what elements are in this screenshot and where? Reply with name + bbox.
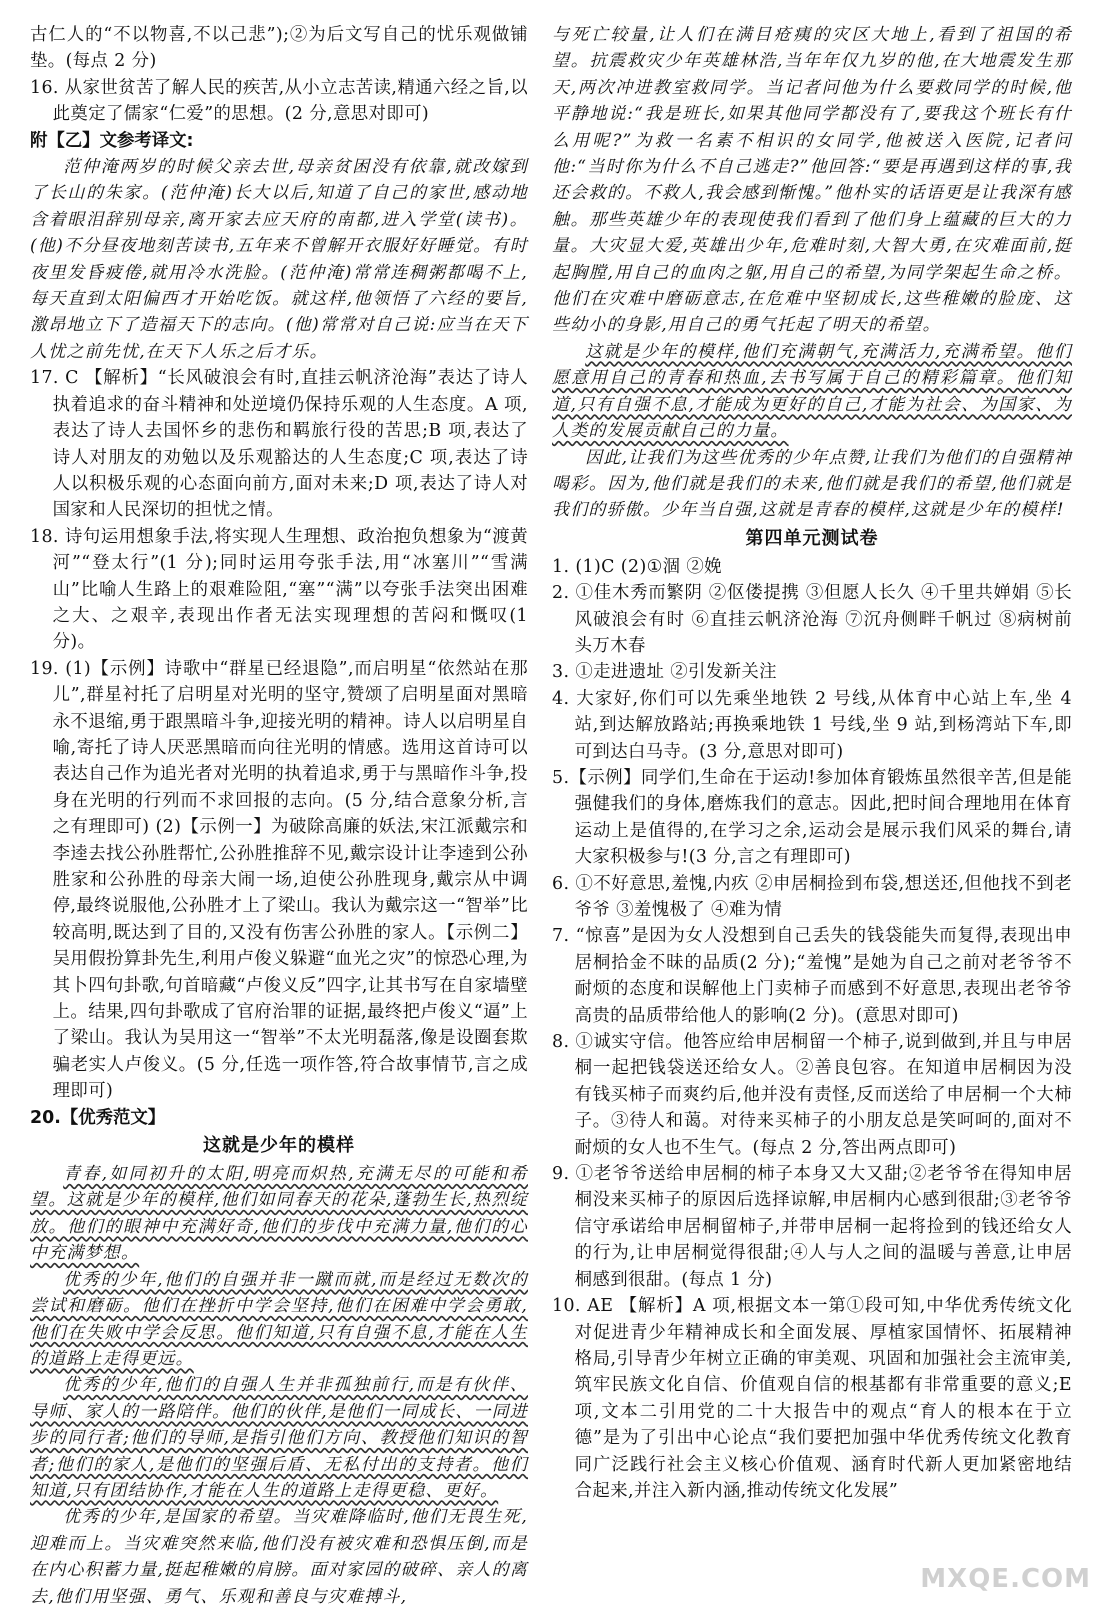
answer-3: 3. ①走进遗址 ②引发新关注 [552, 662, 777, 683]
essay-paragraph-2: 优秀的少年,他们的自强并非一蹴而就,而是经过无数次的尝试和磨砺。他们在挫折中学会坚持,他们在困难中学会勇敢,他们在失败中学会反思。他们知道,只有自强不息,才能在人生的道路上走得更远。 [30, 1269, 528, 1369]
essay-paragraph-1: 青春,如同初升的太阳,明亮而炽热,充满无尽的可能和希望。这就是少年的模样,他们如同春天的花朵,蓬勃生长,热烈绽放。他们的眼神中充满好奇,他们的步伐中充满力量,他们的心中充满梦想。 [30, 1164, 528, 1264]
essay-title: 这就是少年的模样 [203, 1135, 355, 1157]
unit-test-title: 第四单元测试卷 [745, 527, 879, 549]
answer-20-title: 20.【优秀范文】 [30, 1107, 166, 1128]
essay-paragraph-4: 优秀的少年,是国家的希望。当灾难降临时,他们无畏生死,迎难而上。当灾难突然来临,他们没有被灾难和恐惧压倒,而是在内心积蓄力量,挺起稚嫩的肩膀。面对家园的破碎、亲人的离去,他们用坚强、勇气、乐观和善良与灾难搏斗, [30, 1507, 529, 1607]
answer-17: 17. C 【解析】“长风破浪会有时,直挂云帆济沧海”表达了诗人执着追求的奋斗精神和处逆境仍保持乐观的人生态度。A 项,表达了诗人去国怀乡的悲伤和羁旅行役的苦思;B 项,表达了诗人对朋友的劝勉以及乐观豁达的人生态度;C 项,表达了诗人以积极乐观的心态面向前方,面对未来;D 项,表达了诗人对国家和人民深切的担忧之情。 [30, 368, 528, 521]
appendix-translation: 范仲淹两岁的时候父亲去世,母亲贫困没有依靠,就改嫁到了长山的朱家。(范仲淹)长大以后,知道了自己的家世,感动地含着眼泪辞别母亲,离开家去应天府的南都,进入学堂(读书)。(他)不分昼夜地刻苦读书,五年来不曾解开衣服好好睡觉。有时夜里发昏疲倦,就用冷水洗脸。(范仲淹)常常连稠粥都喝不上,每天直到太阳偏西才开始吃饭。就这样,他领悟了六经的要旨,激昂地立下了造福天下的志向。(他)常常对自己说:应当在天下人忧之前先忧,在天下人乐之后才乐。 [30, 157, 528, 362]
right-column [552, 22, 1072, 1504]
answer-2: 2. ①佳木秀而繁阴 ②伛偻提携 ③但愿人长久 ④千里共婵娟 ⑤长风破浪会有时 ⑥直挂云帆济沧海 ⑦沉舟侧畔千帆过 ⑧病树前头万木春 [552, 583, 1072, 656]
answer-4: 4. 大家好,你们可以先乘坐地铁 2 号线,从体育中心站上车,坐 4 站,到达解放路站;再换乘地铁 1 号线,坐 9 站,到杨湾站下车,即可到达白马寺。(3 分,意思对即可) [552, 688, 1072, 762]
answer-5: 5.【示例】同学们,生命在于运动!参加体育锻炼虽然很辛苦,但是能强健我们的身体,磨炼我们的意志。因此,把时间合理地用在体育运动上是值得的,在学习之余,运动会是展示我们风采的舞台,请大家积极参与!(3 分,言之有理即可) [552, 767, 1072, 868]
answer-10: 10. AE 【解析】A 项,根据文本一第①段可知,中华优秀传统文化对促进青少年精神成长和全面发展、厚植家国情怀、拓展精神格局,引导青少年树立正确的审美观、巩固和加强社会主流审美,筑牢民族文化自信、价值观自信的根基都有非常重要的意义;E 项,文本二引用党的二十大报告中的观点“育人的根本在于立德”是为了引出中心论点“我们要把加强中华优秀传统文化教育同广泛践行社会主义核心价值观、涵育时代新人更加紧密地结合起来,并注入新内涵,推动传统文化发展” [552, 1296, 1072, 1501]
answer-19: 19. (1)【示例】诗歌中“群星已经退隐”,而启明星“依然站在那儿”,群星衬托了启明星对光明的坚守,赞颂了启明星面对黑暗永不退缩,勇于跟黑暗斗争,迎接光明的精神。诗人以启明星自喻,寄托了诗人厌恶黑暗而向往光明的情感。选用这首诗可以表达自己作为追光者对光明的执着追求,勇于与黑暗作斗争,投身在光明的行列而不求回报的志向。(5 分,结合意象分析,言之有理即可) (2)【示例一】为破除高廉的妖法,宋江派戴宗和李逵去找公孙胜帮忙,公孙胜推辞不见,戴宗设计让李逵到公孙胜家和公孙胜的母亲大闹一场,迫使公孙胜现身,戴宗从中调停,最终说服他,公孙胜才上了梁山。我认为戴宗这一“智举”比较高明,既达到了目的,又没有伤害公孙胜的家人。【示例二】吴用假扮算卦先生,利用卢俊义躲避“血光之灾”的惊恐心理,为其卜四句卦歌,句首暗藏“卢俊义反”四字,让其书写在自家墙壁上。结果,四句卦歌成了官府治罪的证据,最终把卢俊义“逼”上了梁山。我认为吴用这一“智举”不太光明磊落,像是设圈套欺骗老实人卢俊义。(5 分,任选一项作答,符合故事情节,言之成理即可) [30, 658, 528, 1102]
left-column [30, 22, 528, 1610]
answer-15-continuation: 古仁人的“不以物喜,不以己悲”);②为后文写自己的忧乐观做铺垫。(每点 2 分) [30, 25, 528, 72]
answer-16: 16. 从家世贫苦了解人民的疾苦,从小立志苦读,精通六经之旨,以此奠定了儒家“仁爱”的思想。(2 分,意思对即可) [30, 77, 528, 125]
answer-9: 9. ①老爷爷送给申居桐的柿子本身又大又甜;②老爷爷在得知申居桐没来买柿子的原因后选择谅解,申居桐内心感到很甜;③老爷爷信守承诺给申居桐留柿子,并带申居桐一起将捡到的钱还给女人的行为,让申居桐觉得很甜;④人与人之间的温暖与善意,让申居桐感到很甜。(每点 1 分) [552, 1164, 1072, 1290]
answer-1: 1. (1)C (2)①涸 ②娩 [552, 556, 722, 577]
answer-6: 6. ①不好意思,羞愧,内疚 ②申居桐捡到布袋,想送还,但他找不到老爷爷 ③羞愧极了 ④难为情 [552, 873, 1072, 920]
essay-paragraph-3: 优秀的少年,他们的自强人生并非孤独前行,而是有伙伴、导师、家人的一路陪伴。他们的伙伴,是他们一同成长、一同进步的同行者;他们的导师,是指引他们方向、教授他们知识的智者;他们的家人,是他们的坚强后盾、无私付出的支持者。他们知道,只有团结协作,才能在人生的道路上走得更稳、更好。 [30, 1375, 529, 1501]
watermark-logo: MXQE.COM [920, 1564, 1091, 1594]
answer-7: 7. “惊喜”是因为女人没想到自己丢失的钱袋能失而复得,表现出申居桐拾金不昧的品质(2 分);“羞愧”是她为自己之前对老爷爷不耐烦的态度和误解他上门卖柿子而感到不好意思,表现出老爷爷高贵的品质带给他人的影响(2 分)。(意思对即可) [552, 926, 1072, 1026]
appendix-title: 附【乙】文参考译文: [30, 130, 194, 151]
answer-8: 8. ①诚实守信。他答应给申居桐留一个柿子,说到做到,并且与申居桐一起把钱袋送还给女人。②善良包容。在知道申居桐因为没有钱买柿子而爽约后,他并没有责怪,反而送给了申居桐一个大柿子。③待人和蔼。对待来买柿子的小朋友总是笑呵呵的,面对不耐烦的女人也不生气。(每点 2 分,答出两点即可) [552, 1032, 1072, 1158]
essay-paragraph-7: 因此,让我们为这些优秀的少年点赞,让我们为他们的自强精神喝彩。因为,他们就是我们的未来,他们就是我们的希望,他们就是我们的骄傲。少年当自强,这就是青春的模样,这就是少年的模样! [552, 447, 1072, 521]
answer-18: 18. 诗句运用想象手法,将实现人生理想、政治抱负想象为“渡黄河”“登太行”(1 分);同时运用夸张手法,用“冰塞川”“雪满山”比喻人生路上的艰难险阻,“塞”“满”以夸张手法突出困难之大、之艰辛,表现出作者无法实现理想的苦闷和慨叹(1 分)。 [30, 526, 528, 653]
essay-paragraph-5: 与死亡较量,让人们在满目疮痍的灾区大地上,看到了祖国的希望。抗震救灾少年英雄林浩,当年年仅九岁的他,在大地震发生那天,两次冲进教室救同学。当记者问他为什么要救同学的时候,他平静地说:“我是班长,如果其他同学都没有了,要我这个班长有什么用呢?”为救一名素不相识的女同学,他被送入医院,记者问他:“当时你为什么不自己逃走?”他回答:“要是再遇到这样的事,我还会救的。不救人,我会感到惭愧。”他朴实的话语更是让我深有感触。那些英雄少年的表现使我们看到了他们身上蕴藏的巨大的力量。大灾显大爱,英雄出少年,危难时刻,大智大勇,在灾难面前,挺起胸膛,用自己的血肉之躯,用自己的希望,为同学架起生命之桥。他们在灾难中磨砺意志,在危难中坚韧成长,这些稚嫩的脸庞、这些幼小的身影,用自己的勇气托起了明天的希望。 [552, 25, 1072, 336]
essay-paragraph-6: 这就是少年的模样,他们充满朝气,充满活力,充满希望。他们愿意用自己的青春和热血,去书写属于自己的精彩篇章。他们知道,只有自强不息,才能成为更好的自己,才能为社会、为国家、为人类的发展贡献自己的力量。 [552, 341, 1072, 442]
